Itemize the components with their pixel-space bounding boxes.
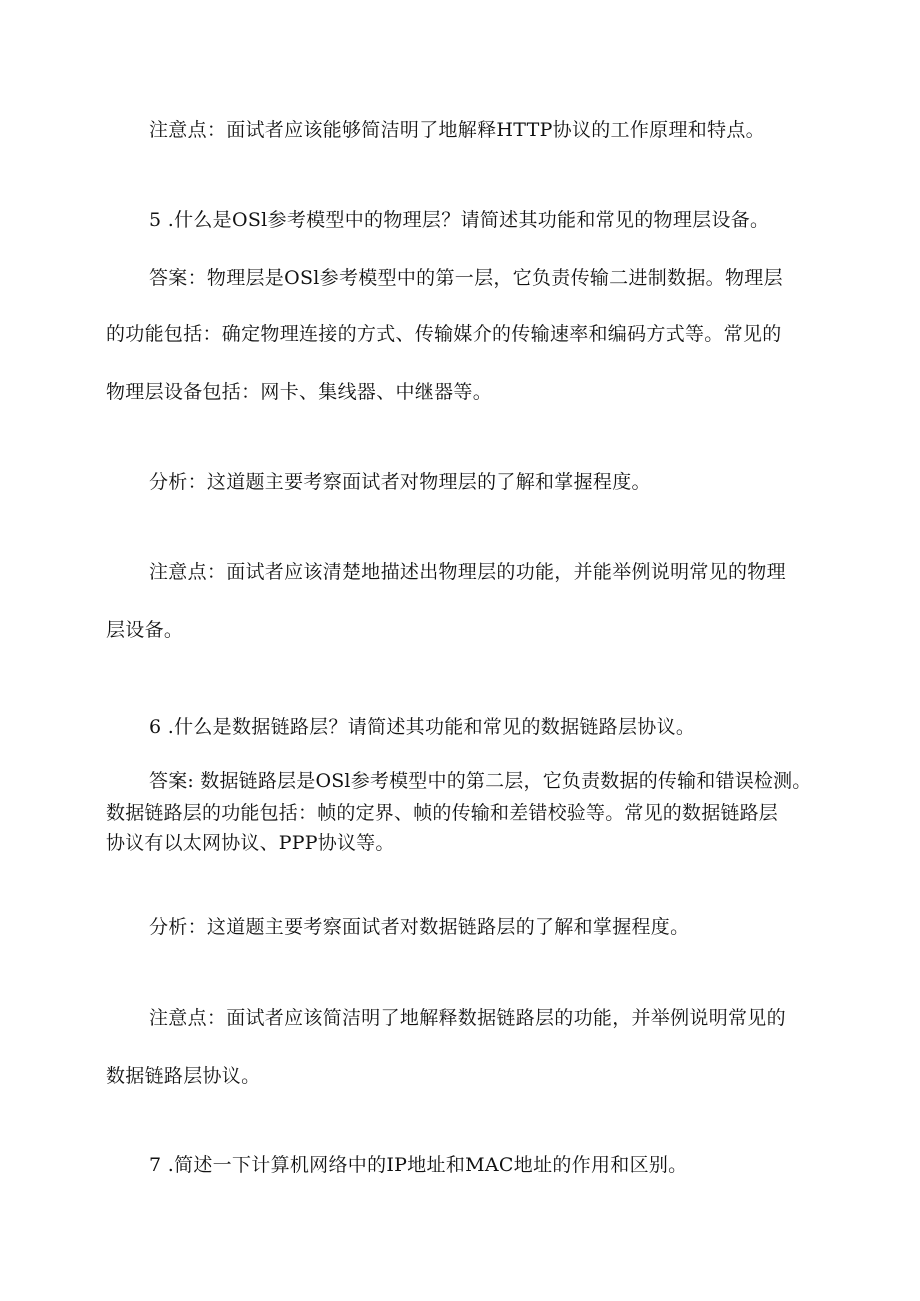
answer-5-line-2: 的功能包括：确定物理连接的方式、传输媒介的传输速率和编码方式等。常见的 bbox=[106, 323, 782, 345]
question-5: 5 .什么是OSl参考模型中的物理层？请简述其功能和常见的物理层设备。 bbox=[149, 209, 770, 231]
analysis-5: 分析：这道题主要考察面试者对物理层的了解和掌握程度。 bbox=[149, 471, 651, 493]
note-5-line-2: 层设备。 bbox=[106, 619, 184, 641]
note-6-line-2: 数据链路层协议。 bbox=[106, 1065, 261, 1087]
note-5-line-1: 注意点：面试者应该清楚地描述出物理层的功能，并能举例说明常见的物理 bbox=[149, 561, 786, 583]
analysis-6: 分析：这道题主要考察面试者对数据链路层的了解和掌握程度。 bbox=[149, 916, 690, 938]
question-7: 7 .简述一下计算机网络中的IP地址和MAC地址的作用和区别。 bbox=[149, 1154, 688, 1176]
answer-5-line-1: 答案：物理层是OSl参考模型中的第一层，它负责传输二进制数据。物理层 bbox=[149, 267, 783, 289]
note-6-line-1: 注意点：面试者应该简洁明了地解释数据链路层的功能，并举例说明常见的 bbox=[149, 1007, 786, 1029]
answer-6-line-1: 答案: 数据链路层是OSl参考模型中的第二层，它负责数据的传输和错误检测。 bbox=[149, 770, 812, 792]
note-http: 注意点：面试者应该能够简洁明了地解释HTTP协议的工作原理和特点。 bbox=[149, 119, 765, 141]
answer-6-line-3: 协议有以太网协议、PPP协议等。 bbox=[106, 832, 395, 854]
answer-6-line-2: 数据链路层的功能包括：帧的定界、帧的传输和差错校验等。常见的数据链路层 bbox=[106, 802, 779, 824]
answer-5-line-3: 物理层设备包括：网卡、集线器、中继器等。 bbox=[106, 381, 493, 403]
question-6: 6 .什么是数据链路层？请简述其功能和常见的数据链路层协议。 bbox=[149, 716, 696, 738]
